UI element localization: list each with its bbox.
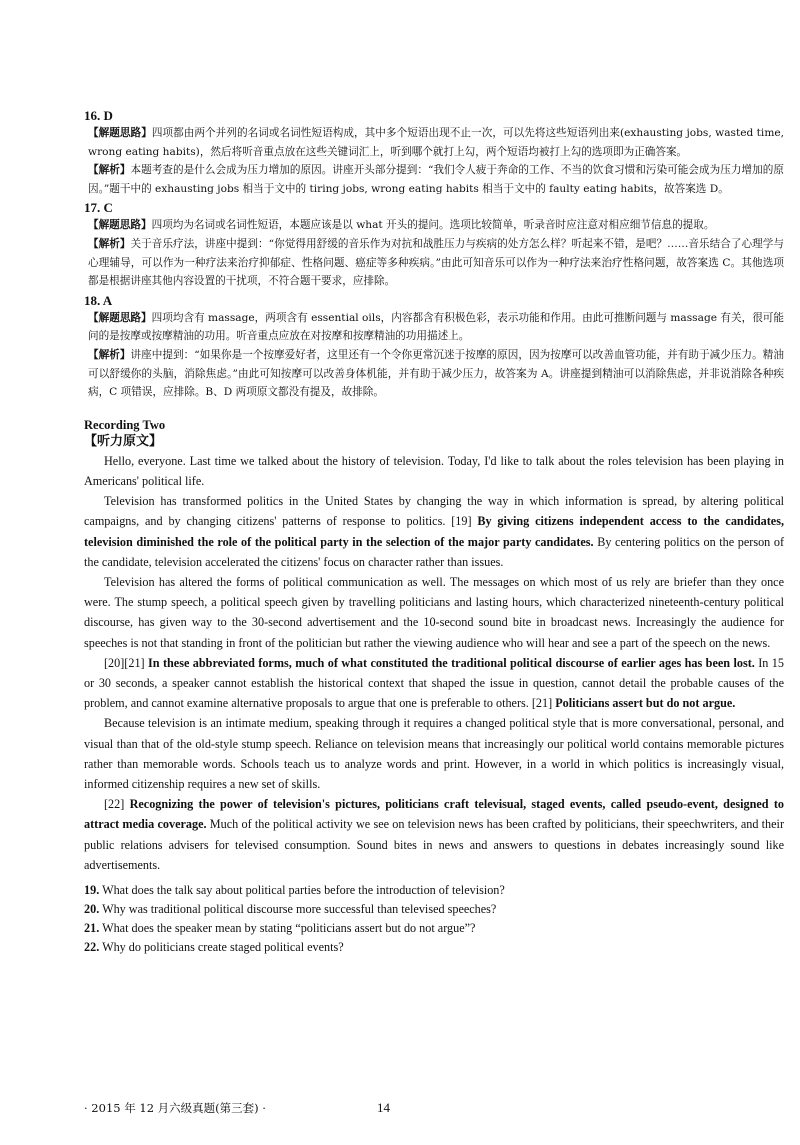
thinking-text: 四项都由两个并列的名词或名词性短语构成，其中多个短语出现不止一次，可以先将这些短语列出来(exhausting jobs, wasted time, wrong eating habits)，然后将听音重点放在这些关键词汇上，听到哪个就打上勾，两个短语均被打上勾的选项即为正确答案。	[88, 127, 784, 158]
thinking-text: 四项均含有 massage，两项含有 essential oils，内容都含有积极色彩，表示功能和作用。由此可推断问题与 massage 有关，很可能问的是按摩或按摩精油的功用。听音重点应放在对按摩和按摩精油的功用描述上。	[88, 311, 784, 343]
analysis-tag: 【解析】	[88, 237, 131, 250]
recording-subtitle: 【听力原文】	[84, 433, 163, 449]
footer-source: · 2015 年 12 月六级真题(第三套) ·	[84, 1101, 266, 1115]
transcript-paragraph-1: Hello, everyone. Last time we talked about the history of television. Today, I'd like to talk about the roles television has been playing in Americans' political life.	[84, 453, 784, 488]
question-list-number: 19.	[84, 882, 100, 897]
question-18	[84, 293, 784, 402]
analysis-paragraph	[84, 161, 784, 198]
text-run: Much of the political activity we see on television news has been crafted by politicians, their speechwriters, and their public relations advisers for televised consumption. Sound bites in news and answers to questions in debates increasingly sound like advertisements.	[84, 817, 784, 872]
analysis-tag: 【解析】	[88, 164, 131, 177]
analysis-tag: 【解析】	[88, 348, 131, 361]
question-list-number: 20.	[84, 901, 100, 916]
list-item	[84, 919, 784, 938]
recording-title: Recording Two	[84, 417, 166, 432]
content	[84, 106, 784, 957]
transcript-paragraph-6	[84, 794, 784, 875]
question-list-text: What does the speaker mean by stating “politicians assert but do not argue”?	[102, 920, 476, 935]
list-item	[84, 938, 784, 957]
question-list-number: 21.	[84, 920, 100, 935]
text-run: By centering politics on the person of the candidate, television accelerated the citizens' focus on character rather than issues.	[84, 534, 785, 569]
question-number: 17. C	[84, 200, 113, 216]
question-list	[84, 881, 784, 957]
text-run: [22]	[104, 797, 130, 812]
list-item	[84, 881, 784, 900]
page-number: 14	[377, 1100, 390, 1115]
thinking-paragraph	[84, 124, 784, 161]
text-run: [20][21]	[104, 655, 149, 670]
bold-answer-22: Recognizing the power of television's pictures, politicians craft televisual, staged events, called pseudo-event, designed to attract media coverage.	[84, 797, 784, 832]
thinking-tag: 【解题思路】	[88, 127, 152, 139]
transcript-paragraph-5: Because television is an intimate medium, speaking through it requires a changed political style that is more conversational, personal, and visual than that of the old-style stump speech. Reliance on television means that increasingly our political world contains memorable pictures rather than memorable words. Schools teach us to analyze words and print. However, in a world in which politics is increasingly visual, informed citizenship requires a new set of skills.	[84, 716, 784, 791]
thinking-paragraph	[84, 216, 784, 235]
bold-answer-20-21: In these abbreviated forms, much of what constituted the traditional political discourse of earlier ages has been lost.	[148, 655, 755, 670]
question-list-text: What does the talk say about political parties before the introduction of television?	[102, 882, 505, 897]
thinking-text: 四项均为名词或名词性短语，本题应该是以 what 开头的提问。选项比较简单，听录音时应注意对相应细节信息的提取。	[151, 219, 715, 232]
text-run: Television has transformed politics in the United States by changing the way in which information is spread, by altering political campaigns, and by changing citizens' patterns of response to politics. [19]	[84, 494, 784, 529]
analysis-paragraph	[84, 235, 784, 291]
analysis-text: 讲座中提到：“如果你是一个按摩爱好者，这里还有一个令你更常沉迷于按摩的原因，因为按摩可以改善血管功能，并有助于减少压力。精油可以舒缓你的头脑，消除焦虑。”由此可知按摩可以改善身体机能，并有助于减少压力，故答案为 A。讲座提到精油可以消除焦虑，并非说消除各种疾病，C 项错误，应排除。B、D 两项原文都没有提及，故排除。	[88, 348, 784, 399]
list-item	[84, 900, 784, 919]
transcript-paragraph-3: Television has altered the forms of political communication as well. The messages on which most of us rely are briefer than they once were. The stump speech, a political speech given by travelling politicians and lasting hours, which characterized nineteenth-century political discourse, has given way to the 30-second advertisement and the 10-second sound bite in broadcast news. Increasingly the audience for speeches is not that standing in front of the politician but rather the viewing audience who will hear and see a part of the speech on the news.	[84, 574, 784, 650]
question-list-text: Why do politicians create staged political events?	[102, 939, 344, 954]
thinking-tag: 【解题思路】	[88, 311, 152, 324]
question-list-text: Why was traditional political discourse more successful than televised speeches?	[102, 901, 497, 916]
question-number: 18. A	[84, 292, 113, 308]
question-list-number: 22.	[84, 939, 100, 954]
question-16	[84, 108, 784, 198]
thinking-tag: 【解题思路】	[88, 219, 152, 232]
bold-answer-21: Politicians assert but do not argue.	[555, 696, 736, 711]
transcript-paragraph-4	[84, 653, 784, 714]
transcript-paragraph-2	[84, 491, 784, 572]
analysis-text: 本题考查的是什么会成为压力增加的原因。讲座开头部分提到：“我们令人疲于奔命的工作、不当的饮食习惯和污染可能会成为压力增加的原因。”题干中的 exhausting jobs 相当于文中的 tiring jobs, wrong eating habits 相当于文中的 faulty eating habits，故答案选 D。	[88, 164, 784, 195]
text-run: In 15 or 30 seconds, a speaker cannot establish the historical context that shaped the issue in question, cannot detail the probable causes of the problem, and cannot examine alternative proposals to argue that one is preferable to others. [21]	[84, 655, 784, 711]
thinking-paragraph	[84, 309, 784, 346]
analysis-paragraph	[84, 346, 784, 402]
question-number: 16. D	[84, 108, 113, 123]
analysis-text: 关于音乐疗法，讲座中提到：“你觉得用舒缓的音乐作为对抗和战胜压力与疾病的处方怎么样？听起来不错，是吧？……音乐结合了心理学与心理辅导，可以作为一种疗法来治疗抑郁症、性格问题、癌症等多种疾病。”由此可知音乐可以作为一种疗法来治疗性格问题，故答案选 C。其他选项都是根据讲座其他内容设置的干扰项，不符合题干要求，应排除。	[88, 237, 784, 288]
bold-answer-19: By giving citizens independent access to the candidates, television diminished the role of the political party in the selection of the major party candidates.	[84, 514, 784, 549]
question-17	[84, 200, 784, 290]
